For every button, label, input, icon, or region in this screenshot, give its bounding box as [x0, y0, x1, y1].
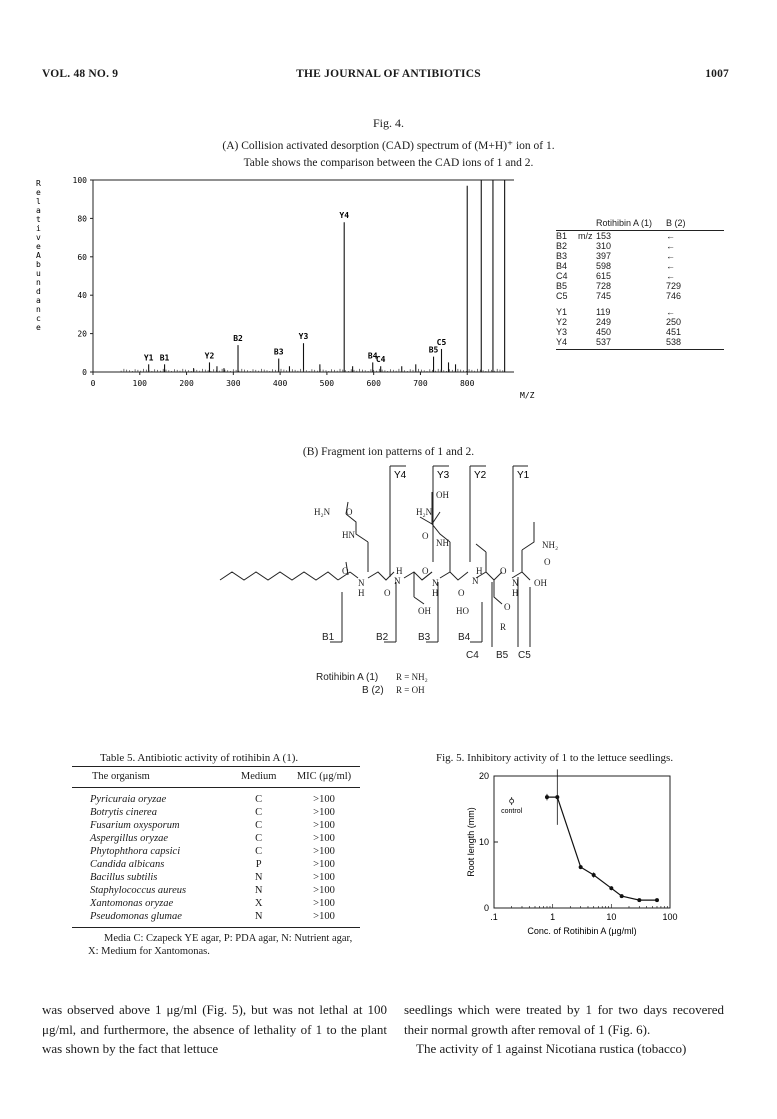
x-tick-label: .1 [490, 912, 498, 922]
data-point [555, 795, 559, 799]
x-tick-label: 1 [550, 912, 556, 922]
cad-table-cell: 615 [596, 271, 612, 281]
y-label-letter: e [36, 188, 41, 197]
atom-h-5: H [512, 588, 519, 598]
table5-cell: Xantomonas oryzae [90, 898, 174, 909]
cad-table-header [556, 218, 724, 231]
table5-cell: C [255, 794, 263, 805]
table5-cell: Phytophthora capsici [90, 846, 181, 857]
table5-cell: Staphylococcus aureus [90, 885, 187, 896]
y-label-letter: t [36, 215, 41, 224]
table5-cell: P [255, 859, 262, 870]
data-point [637, 898, 641, 902]
atom-nh: NH [436, 538, 449, 548]
atom-h-2: H [396, 566, 403, 576]
cad-table-cell: ← [666, 251, 675, 261]
peak-label: C4 [375, 355, 386, 365]
cad-table-row [556, 251, 724, 261]
atom-h-4: H [476, 566, 483, 576]
paragraph: was observed above 1 μg/ml (Fig. 5), but was not lethal at 100 μg/ml, and furthermore, the absence of lethality of 1 to the plant was shown by the fact that lettuce [42, 1002, 387, 1057]
cad-table-cell: 310 [596, 241, 612, 251]
cad-table-cell: 746 [666, 291, 682, 301]
table5-title: Table 5. Antibiotic activity of rotihibin A (1). [100, 752, 299, 764]
fig4-caption-b: (B) Fragment ion patterns of 1 and 2. [302, 446, 475, 458]
table5-cell: Pyricuraia oryzae [90, 794, 167, 805]
atom-o-5: O [500, 566, 507, 576]
cad-table-cell [578, 291, 596, 301]
fig4-caption-a: (A) Collision activated desorption (CAD) spectrum of (M+H)⁺ ion of 1. [222, 140, 555, 152]
peak-label: B2 [233, 334, 243, 344]
cad-table-cell: B1 [556, 231, 568, 241]
control-point [510, 799, 514, 803]
table5-cell: C [255, 833, 263, 844]
legend-r-1: R = NH₂ [396, 672, 428, 682]
cad-spectrum-chart [30, 172, 550, 408]
cad-table-cell: B3 [556, 251, 568, 261]
atom-o-ester: O [504, 602, 511, 612]
y-label-letter: u [36, 269, 41, 278]
table5-row [72, 793, 360, 806]
fragment-ion-structure [200, 462, 580, 697]
x-tick-label: 400 [272, 379, 288, 388]
atom-hn: HN [342, 530, 355, 540]
y-label-letter: e [36, 242, 41, 251]
cad-table-cell: Y4 [556, 337, 568, 347]
table5-cell: Bacillus subtilis [90, 872, 158, 883]
y-tick-label: 0 [483, 903, 489, 913]
cad-table-cell: Y2 [556, 317, 568, 327]
paragraph: seedlings which were treated by 1 for two days recovered their normal growth after removal of 1 (Fig. 6). [404, 1002, 724, 1037]
cad-table-row [556, 327, 724, 337]
atom-n-4: N [472, 576, 479, 586]
table5-cell: >100 [313, 820, 335, 831]
y-label-letter: d [36, 287, 41, 296]
label-y4: Y4 [394, 470, 407, 481]
peak-label: C5 [436, 337, 447, 347]
cad-table-cell: 397 [596, 251, 612, 261]
y-tick-label: 60 [77, 252, 87, 262]
cad-table-cell: C4 [556, 271, 568, 281]
atom-o-4: O [458, 588, 465, 598]
y-label-letter: A [36, 251, 41, 260]
y-tick-label: 100 [72, 176, 87, 185]
cad-table-cell: 153 [596, 231, 612, 241]
cad-table-cell: 745 [596, 291, 612, 301]
label-b1: B1 [322, 632, 335, 643]
y-tick-label: 80 [77, 214, 87, 224]
atom-oh-top: OH [436, 490, 449, 500]
table5-cell: N [254, 885, 263, 896]
x-tick-label: 0 [90, 379, 96, 388]
fig5-series [501, 769, 659, 902]
atom-oh-bottom: OH [418, 606, 431, 616]
atom-h-3: H [432, 588, 439, 598]
peak-label: Y3 [298, 332, 309, 342]
label-y2: Y2 [474, 470, 487, 481]
molecule-bonds [220, 492, 534, 604]
data-point [655, 898, 659, 902]
data-point [620, 894, 624, 898]
data-point [545, 795, 549, 799]
cad-table-cell: 451 [666, 327, 682, 337]
atom-h2n: H₂N [416, 507, 433, 517]
cad-table-row [556, 281, 724, 291]
header-b: B (2) [666, 218, 686, 228]
table5-cell: >100 [313, 898, 335, 909]
y-label-letter: a [36, 206, 41, 215]
x-tick-label: 100 [662, 912, 678, 922]
x-tick-label: 10 [606, 912, 617, 922]
cad-table-cell: B2 [556, 241, 568, 251]
y-tick-label: 40 [77, 291, 87, 301]
cad-table-cell [578, 271, 596, 281]
atom-o-amide: O [422, 531, 429, 541]
table5-cell: Candida albicans [90, 859, 165, 870]
x-tick-label: 500 [319, 379, 335, 388]
table5-row [72, 858, 360, 871]
cad-table-row [556, 291, 724, 301]
cad-table-row [556, 317, 724, 327]
atom-o-urea: O [346, 507, 353, 517]
atom-h2n-urea: H₂N [314, 507, 331, 517]
y-label-letter: i [36, 224, 41, 233]
legend-compound-2: B (2) [362, 685, 384, 696]
table5-cell: >100 [313, 794, 335, 805]
cad-table-row [556, 337, 724, 347]
body-text-col2 [404, 1000, 724, 1059]
y-label-letter: e [36, 323, 41, 332]
atom-r: R [500, 622, 507, 632]
peak-label: B1 [159, 353, 170, 363]
table5-cell: >100 [313, 846, 335, 857]
cad-table-cell: Y1 [556, 307, 568, 317]
x-tick-label: 700 [413, 379, 428, 388]
peak-label: B4 [367, 351, 378, 361]
data-point [592, 873, 596, 877]
table5-cell: C [255, 820, 263, 831]
table5-row [72, 819, 360, 832]
table5-cell: >100 [313, 872, 335, 883]
table5-row [72, 806, 360, 819]
atom-nh2: NH₂ [542, 540, 559, 550]
cad-ion-table [556, 218, 724, 350]
plot-frame [494, 776, 670, 908]
cad-table-cell [578, 261, 596, 271]
y-label-letter: R [36, 179, 41, 188]
label-c5: C5 [518, 650, 531, 661]
page-number: 1007 [705, 68, 729, 80]
table5-row [72, 871, 360, 884]
journal-volume: VOL. 48 NO. 9 [42, 68, 119, 80]
x-axis-label: M/Z [520, 391, 535, 400]
legend-r-2: R = OH [396, 685, 425, 695]
table5-cell: Fusarium oxysporum [90, 820, 180, 831]
atom-o-1: O [342, 566, 349, 576]
peak-label: Y4 [339, 211, 350, 221]
fragment-brackets [330, 466, 530, 647]
y-tick-label: 10 [478, 837, 489, 847]
table5-cell: >100 [313, 885, 335, 896]
peak-label: B3 [273, 347, 284, 357]
label-b5: B5 [496, 650, 509, 661]
label-b3: B3 [418, 632, 431, 643]
spectrum-peaks [144, 180, 505, 372]
atom-o-3: O [422, 566, 429, 576]
atom-n-1: N [358, 578, 365, 588]
y-label-letter: n [36, 278, 41, 287]
fig5-chart [460, 768, 680, 948]
peak-label: Y2 [204, 351, 215, 361]
atom-n-2: N [394, 576, 401, 586]
label-b2: B2 [376, 632, 389, 643]
series-line [547, 797, 657, 900]
table5-header: The organism Medium MIC (μg/ml) [72, 767, 360, 788]
journal-title: THE JOURNAL OF ANTIBIOTICS [296, 68, 481, 80]
atom-n-3: N [432, 578, 439, 588]
cad-table-row [556, 231, 724, 242]
table5-row [72, 884, 360, 897]
atom-oh-right: OH [534, 578, 547, 588]
peak-label: B5 [428, 345, 439, 355]
cad-table-cell [578, 281, 596, 291]
fig4-title: Fig. 4. [372, 116, 404, 130]
y-tick-label: 20 [77, 329, 87, 339]
fig5-x-axis-label: Conc. of Rotihibin A (μg/ml) [527, 926, 637, 936]
table5-cell: C [255, 807, 263, 818]
x-tick-label: 600 [366, 379, 381, 388]
cad-table-cell: ← [666, 307, 675, 317]
y-tick-label: 0 [82, 368, 87, 377]
y-label-letter: v [36, 233, 41, 242]
cad-table-cell: ← [666, 241, 675, 251]
table5-cell: >100 [313, 807, 335, 818]
control-label: control [501, 808, 523, 816]
atom-ho: HO [456, 606, 469, 616]
legend-compound-1: Rotihibin A (1) [316, 672, 379, 683]
y-label-letter: b [36, 260, 41, 269]
cad-table-cell: 538 [666, 337, 682, 347]
x-tick-label: 100 [132, 379, 148, 388]
table5-row [72, 897, 360, 910]
cad-table-cell: 250 [666, 317, 682, 327]
fig4-caption-a2: Table shows the comparison between the CAD ions of 1 and 2. [243, 157, 534, 169]
cad-table-cell: 598 [596, 261, 612, 271]
y-label-letter: c [36, 314, 41, 323]
cad-table-cell: B5 [556, 281, 568, 291]
cad-table-cell [578, 307, 596, 317]
cad-table-row [556, 307, 724, 317]
atom-n-5: N [512, 578, 519, 588]
paragraph: The activity of 1 against Nicotiana rustica (tobacco) [416, 1041, 687, 1057]
cad-table-cell: ← [666, 261, 675, 271]
cad-table-cell: m/z [578, 231, 593, 241]
y-tick-label: 20 [478, 771, 489, 781]
table5-footnote: Media C: Czapeck YE agar, P: PDA agar, N: Nutrient agar, X: Medium for Xantomonas. [88, 933, 353, 957]
fig5-ticks [479, 771, 678, 922]
y-label-letter: a [36, 296, 41, 305]
x-tick-label: 800 [459, 379, 475, 388]
table5-cell: Aspergillus oryzae [90, 833, 169, 844]
cad-table-row [556, 261, 724, 271]
body-text-col1 [42, 1000, 387, 1059]
data-point [579, 865, 583, 869]
label-c4: C4 [466, 650, 479, 661]
cad-table-cell: 450 [596, 327, 612, 337]
table5-row [72, 832, 360, 845]
fig5-y-axis-label: Root length (mm) [466, 807, 476, 877]
cad-table-cell: Y3 [556, 327, 568, 337]
y-label-letter: l [36, 197, 41, 206]
data-point [609, 886, 613, 890]
cad-table-cell [578, 337, 596, 347]
cad-table-cell: C5 [556, 291, 568, 301]
label-y3: Y3 [437, 470, 450, 481]
table5 [72, 766, 360, 928]
cad-table-cell [578, 317, 596, 327]
y-label-letter: n [36, 305, 41, 314]
cad-table-row [556, 271, 724, 281]
cad-table-cell [578, 241, 596, 251]
cad-table-cell: 119 [596, 307, 611, 317]
fig5-caption: Fig. 5. Inhibitory activity of 1 to the lettuce seedlings. [436, 752, 674, 764]
table5-cell: Pseudomonas glumae [90, 911, 182, 922]
cad-table-cell [578, 251, 596, 261]
table5-row [72, 845, 360, 858]
table5-cell: X [254, 898, 263, 909]
table5-cell: N [254, 911, 263, 922]
atom-o-2: O [384, 588, 391, 598]
label-b4: B4 [458, 632, 471, 643]
table5-cell: >100 [313, 911, 335, 922]
atom-o-side: O [544, 557, 551, 567]
x-tick-label: 200 [179, 379, 194, 388]
cad-table-cell: B4 [556, 261, 568, 271]
table5-cell: >100 [313, 833, 335, 844]
cad-table-row [556, 241, 724, 251]
y-axis-label [36, 179, 41, 332]
cad-table-cell: ← [666, 271, 675, 281]
cad-table-cell: 537 [596, 337, 612, 347]
cad-table-cell: 729 [666, 281, 682, 291]
table-bottom-rule [556, 349, 724, 350]
table5-cell: N [254, 872, 263, 883]
x-tick-label: 300 [226, 379, 241, 388]
cad-table-cell: 249 [596, 317, 612, 327]
cad-table-cell [578, 327, 596, 337]
cad-table-cell: 728 [596, 281, 612, 291]
table5-cell: Botrytis cinerea [90, 807, 157, 818]
label-y1: Y1 [517, 470, 530, 481]
table5-cell: >100 [313, 859, 335, 870]
atom-h-1: H [358, 588, 365, 598]
header-rotihibin-a: Rotihibin A (1) [596, 218, 653, 228]
fig5-frame [494, 776, 670, 908]
table5-row [72, 910, 360, 923]
peak-label: Y1 [143, 353, 154, 363]
table5-cell: C [255, 846, 263, 857]
cad-table-cell: ← [666, 231, 675, 241]
